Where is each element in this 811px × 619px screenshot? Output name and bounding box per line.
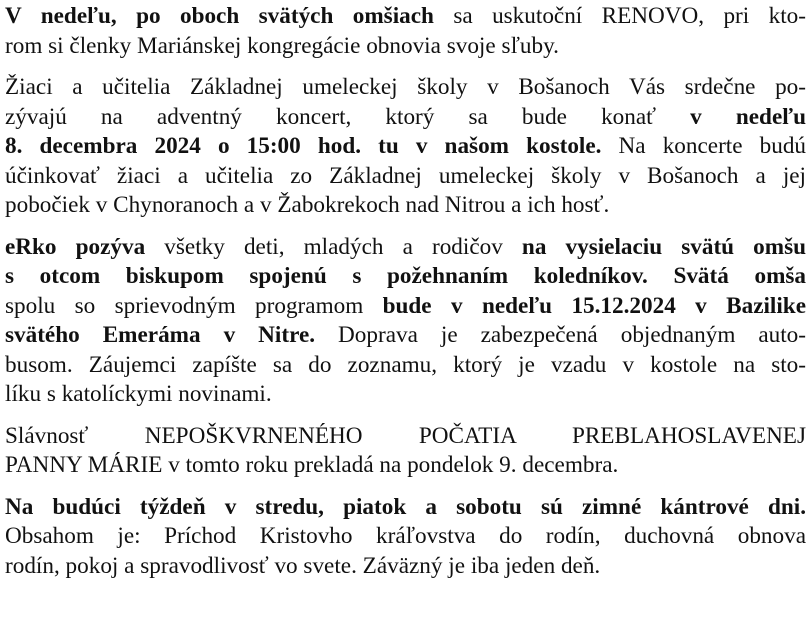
text-line bbox=[5, 233, 806, 263]
text-line bbox=[5, 493, 806, 523]
text-line: účinkovať žiaci a učitelia zo Základnej umeleckej školy v Bošanoch a jej bbox=[5, 162, 806, 189]
text-line bbox=[5, 2, 806, 32]
text-line: busom. Záujemci zapíšte sa do zoznamu, ktorý je vzadu v kostole na sto- bbox=[5, 351, 806, 378]
text-line: Obsahom je: Príchod Kristovho kráľovstva do rodín, duchovná obnova bbox=[5, 523, 806, 549]
bold-text: s otcom biskupom spojenú s požehnaním koledníkov. Svätá omša bbox=[5, 263, 806, 289]
text-line: Žiaci a učitelia Základnej umeleckej školy v Bošanoch Vás srdečne po- bbox=[5, 74, 806, 100]
plain-text: Doprava je zabezpečená objednaným auto- bbox=[315, 322, 806, 348]
text-line bbox=[5, 132, 806, 162]
bold-text: na vysielaciu svätú omšu bbox=[521, 233, 806, 260]
bold-text: V nedeľu, po oboch svätých omšiach bbox=[5, 3, 434, 29]
plain-text: spolu so sprievodným programom bbox=[5, 292, 383, 319]
text-line bbox=[5, 321, 806, 351]
bold-text: svätého Emeráma v Nitre. bbox=[5, 322, 316, 348]
plain-text: zývajú na adventný koncert, ktorý sa bude konať bbox=[5, 103, 691, 130]
bold-text: v nedeľu bbox=[690, 103, 807, 130]
paragraph-immaculate-conception bbox=[5, 422, 806, 481]
plain-text: Na koncerte budú bbox=[601, 133, 807, 159]
paragraph-renovo bbox=[5, 2, 806, 61]
bold-text: Na budúci týždeň v stredu, piatok a sobotu sú zimné kántrové dni. bbox=[5, 493, 806, 520]
text-line: Slávnosť NEPOŠKVRNENÉHO POČATIA PREBLAHOSLAVENEJ bbox=[5, 422, 806, 449]
bold-text: eRko pozýva bbox=[5, 233, 146, 260]
plain-text: všetky deti, mladých a rodičov bbox=[145, 233, 522, 260]
plain-text: sa uskutoční RENOVO, pri kto- bbox=[433, 3, 806, 29]
text-line: líku s katolíckymi novinami. bbox=[5, 381, 272, 407]
text-line: PANNY MÁRIE v tomto roku prekladá na pondelok 9. decembra. bbox=[5, 452, 619, 478]
bold-text: 8. decembra 2024 o 15:00 hod. tu v našom kostole. bbox=[5, 133, 602, 159]
paragraph-erko bbox=[5, 233, 806, 410]
text-line: rom si členky Mariánskej kongregácie obnovia svoje sľuby. bbox=[5, 32, 559, 59]
bold-text: bude v nedeľu 15.12.2024 v Bazilike bbox=[382, 292, 806, 319]
text-line: pobočiek v Chynoranoch a v Žabokrekoch nad Nitrou a ich hosť. bbox=[5, 192, 610, 218]
text-line bbox=[5, 262, 806, 292]
text-line bbox=[5, 103, 806, 133]
text-line bbox=[5, 292, 806, 322]
paragraph-ember-days bbox=[5, 493, 806, 582]
text-line: rodín, pokoj a spravodlivosť vo svete. Záväzný je iba jeden deň. bbox=[5, 552, 601, 579]
paragraph-advent-concert bbox=[5, 73, 806, 221]
